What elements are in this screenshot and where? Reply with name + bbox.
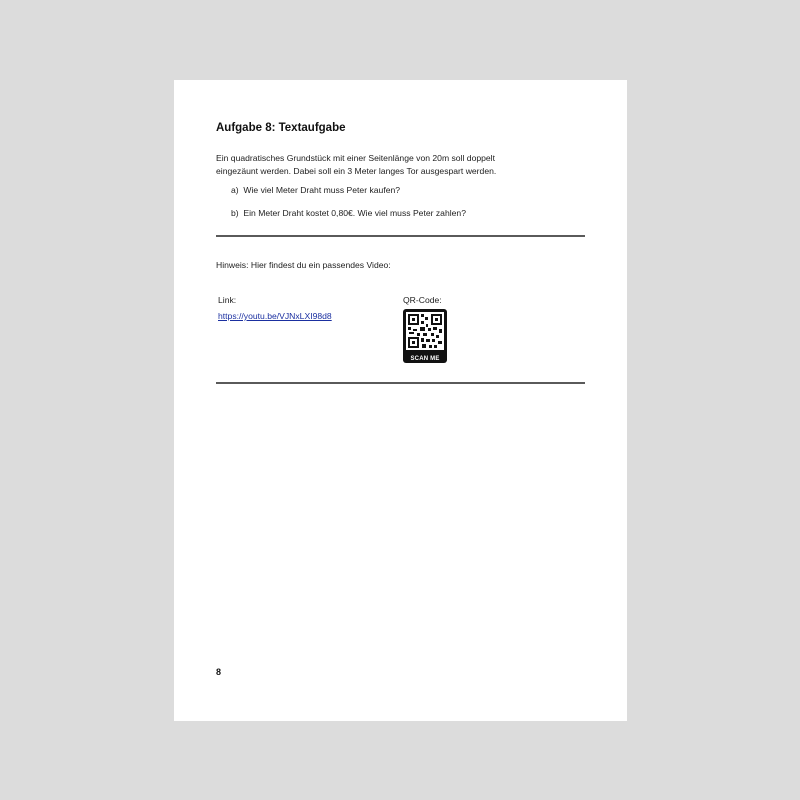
qr-code-label: QR-Code: [403, 295, 442, 305]
question-b-label: b) [231, 208, 239, 218]
qr-code[interactable] [403, 309, 447, 363]
task-description-line-1: Ein quadratisches Grundstück mit einer Seitenlänge von 20m soll doppelt [216, 153, 495, 163]
link-label: Link: [218, 295, 237, 305]
video-link[interactable]: https://youtu.be/VJNxLXI98d8 [218, 311, 332, 321]
page-number: 8 [216, 667, 222, 677]
question-b-text: Ein Meter Draht kostet 0,80€. Wie viel muss Peter zahlen? [243, 208, 466, 218]
task-description-line-2: eingezäunt werden. Dabei soll ein 3 Meter langes Tor ausgespart werden. [216, 165, 497, 176]
question-a-label: a) [231, 185, 239, 195]
question-a [231, 185, 400, 195]
task-description [216, 152, 586, 177]
qr-scan-caption: SCAN ME [410, 356, 440, 362]
divider-top [216, 235, 585, 237]
qr-code-matrix [406, 312, 444, 350]
task-title: Aufgabe 8: Textaufgabe [216, 122, 346, 134]
question-a-text: Wie viel Meter Draht muss Peter kaufen? [243, 185, 401, 195]
worksheet-page [174, 80, 627, 721]
question-b [231, 208, 466, 218]
divider-bottom [216, 382, 585, 384]
hint-text: Hinweis: Hier findest du ein passendes Video: [216, 260, 391, 270]
qr-pattern-icon [406, 312, 444, 350]
